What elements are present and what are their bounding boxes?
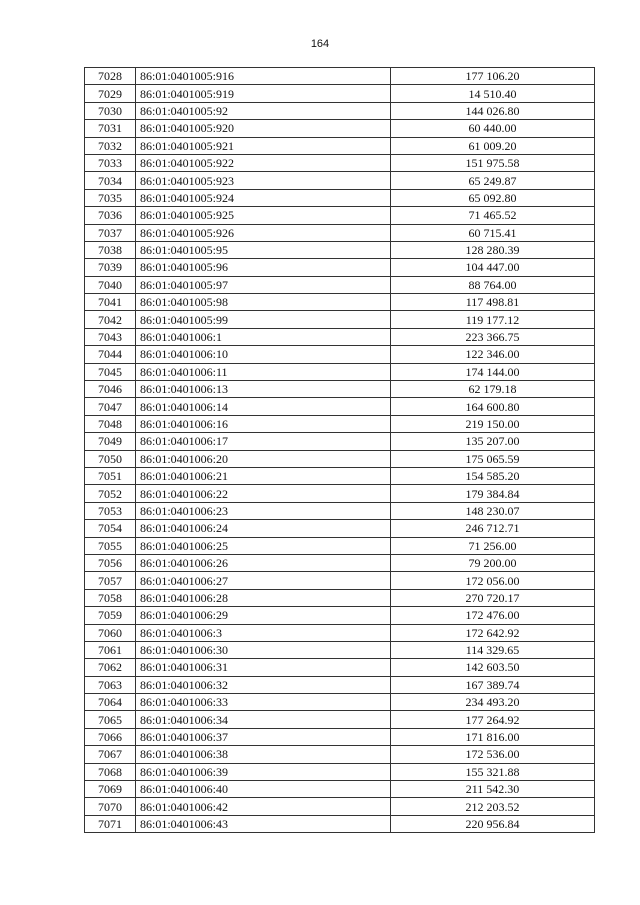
page-number: 164: [310, 38, 330, 50]
row-number-cell: 7065: [85, 711, 136, 728]
cadastral-number-cell: 86:01:0401005:923: [136, 172, 391, 189]
table-row: [85, 502, 595, 519]
cadastral-number-cell: 86:01:0401006:40: [136, 781, 391, 798]
row-number-cell: 7050: [85, 450, 136, 467]
row-number-cell: 7055: [85, 537, 136, 554]
cadastral-number-cell: 86:01:0401006:34: [136, 711, 391, 728]
table-row: [85, 676, 595, 693]
cadastral-number-cell: 86:01:0401005:99: [136, 311, 391, 328]
table-row: [85, 450, 595, 467]
row-number-cell: 7032: [85, 137, 136, 154]
row-number-cell: 7071: [85, 815, 136, 832]
table-row: [85, 172, 595, 189]
table-row: [85, 815, 595, 832]
cadastral-value-cell: 177 106.20: [391, 68, 595, 85]
cadastral-value-cell: 172 642.92: [391, 624, 595, 641]
cadastral-value-cell: 220 956.84: [391, 815, 595, 832]
cadastral-value-cell: 122 346.00: [391, 346, 595, 363]
table-row: [85, 415, 595, 432]
row-number-cell: 7049: [85, 433, 136, 450]
row-number-cell: 7035: [85, 189, 136, 206]
row-number-cell: 7048: [85, 415, 136, 432]
cadastral-number-cell: 86:01:0401006:27: [136, 572, 391, 589]
table-row: [85, 294, 595, 311]
row-number-cell: 7030: [85, 102, 136, 119]
cadastral-value-cell: 177 264.92: [391, 711, 595, 728]
row-number-cell: 7060: [85, 624, 136, 641]
table-row: [85, 85, 595, 102]
table-row: [85, 328, 595, 345]
cadastral-number-cell: 86:01:0401006:43: [136, 815, 391, 832]
table-row: [85, 398, 595, 415]
row-number-cell: 7057: [85, 572, 136, 589]
cadastral-value-cell: 135 207.00: [391, 433, 595, 450]
cadastral-value-cell: 154 585.20: [391, 467, 595, 484]
cadastral-value-cell: 104 447.00: [391, 259, 595, 276]
cadastral-number-cell: 86:01:0401005:98: [136, 294, 391, 311]
cadastral-number-cell: 86:01:0401006:28: [136, 589, 391, 606]
table-row: [85, 433, 595, 450]
table-row: [85, 363, 595, 380]
row-number-cell: 7045: [85, 363, 136, 380]
table-row: [85, 120, 595, 137]
cadastral-value-cell: 174 144.00: [391, 363, 595, 380]
cadastral-value-cell: 164 600.80: [391, 398, 595, 415]
table-row: [85, 589, 595, 606]
table-row: [85, 781, 595, 798]
cadastral-number-cell: 86:01:0401005:924: [136, 189, 391, 206]
row-number-cell: 7047: [85, 398, 136, 415]
table-row: [85, 711, 595, 728]
cadastral-value-cell: 61 009.20: [391, 137, 595, 154]
cadastral-number-cell: 86:01:0401006:23: [136, 502, 391, 519]
row-number-cell: 7033: [85, 154, 136, 171]
cadastral-number-cell: 86:01:0401005:925: [136, 207, 391, 224]
row-number-cell: 7052: [85, 485, 136, 502]
row-number-cell: 7029: [85, 85, 136, 102]
cadastral-value-cell: 270 720.17: [391, 589, 595, 606]
row-number-cell: 7037: [85, 224, 136, 241]
cadastral-number-cell: 86:01:0401006:30: [136, 641, 391, 658]
cadastral-number-cell: 86:01:0401005:920: [136, 120, 391, 137]
cadastral-value-cell: 60 715.41: [391, 224, 595, 241]
row-number-cell: 7034: [85, 172, 136, 189]
row-number-cell: 7053: [85, 502, 136, 519]
cadastral-value-cell: 119 177.12: [391, 311, 595, 328]
cadastral-value-cell: 79 200.00: [391, 554, 595, 571]
row-number-cell: 7062: [85, 659, 136, 676]
cadastral-value-cell: 172 536.00: [391, 746, 595, 763]
cadastral-number-cell: 86:01:0401005:95: [136, 241, 391, 258]
cadastral-number-cell: 86:01:0401006:1: [136, 328, 391, 345]
cadastral-value-cell: 175 065.59: [391, 450, 595, 467]
cadastral-number-cell: 86:01:0401006:25: [136, 537, 391, 554]
row-number-cell: 7063: [85, 676, 136, 693]
table-row: [85, 659, 595, 676]
row-number-cell: 7067: [85, 746, 136, 763]
table-row: [85, 572, 595, 589]
cadastral-value-cell: 179 384.84: [391, 485, 595, 502]
table-row: [85, 189, 595, 206]
table-row: [85, 763, 595, 780]
row-number-cell: 7061: [85, 641, 136, 658]
cadastral-number-cell: 86:01:0401006:38: [136, 746, 391, 763]
table-row: [85, 68, 595, 85]
cadastral-value-table: [84, 67, 595, 833]
table-row: [85, 520, 595, 537]
cadastral-value-cell: 172 476.00: [391, 607, 595, 624]
cadastral-number-cell: 86:01:0401005:92: [136, 102, 391, 119]
table-body: [85, 68, 595, 833]
cadastral-number-cell: 86:01:0401006:14: [136, 398, 391, 415]
cadastral-number-cell: 86:01:0401006:33: [136, 694, 391, 711]
cadastral-value-cell: 65 092.80: [391, 189, 595, 206]
table-row: [85, 311, 595, 328]
cadastral-number-cell: 86:01:0401005:916: [136, 68, 391, 85]
table-row: [85, 798, 595, 815]
table-row: [85, 207, 595, 224]
cadastral-value-cell: 246 712.71: [391, 520, 595, 537]
cadastral-number-cell: 86:01:0401005:921: [136, 137, 391, 154]
cadastral-number-cell: 86:01:0401006:29: [136, 607, 391, 624]
cadastral-value-cell: 211 542.30: [391, 781, 595, 798]
cadastral-number-cell: 86:01:0401006:21: [136, 467, 391, 484]
table-row: [85, 224, 595, 241]
row-number-cell: 7054: [85, 520, 136, 537]
table-row: [85, 276, 595, 293]
table-row: [85, 137, 595, 154]
cadastral-number-cell: 86:01:0401006:3: [136, 624, 391, 641]
row-number-cell: 7040: [85, 276, 136, 293]
cadastral-value-cell: 144 026.80: [391, 102, 595, 119]
row-number-cell: 7064: [85, 694, 136, 711]
cadastral-value-cell: 151 975.58: [391, 154, 595, 171]
cadastral-number-cell: 86:01:0401006:20: [136, 450, 391, 467]
cadastral-value-cell: 71 465.52: [391, 207, 595, 224]
row-number-cell: 7056: [85, 554, 136, 571]
table-row: [85, 728, 595, 745]
table-row: [85, 154, 595, 171]
cadastral-value-cell: 62 179.18: [391, 381, 595, 398]
row-number-cell: 7038: [85, 241, 136, 258]
row-number-cell: 7028: [85, 68, 136, 85]
table-row: [85, 537, 595, 554]
cadastral-value-cell: 223 366.75: [391, 328, 595, 345]
cadastral-number-cell: 86:01:0401006:13: [136, 381, 391, 398]
row-number-cell: 7042: [85, 311, 136, 328]
cadastral-number-cell: 86:01:0401006:11: [136, 363, 391, 380]
table-row: [85, 259, 595, 276]
cadastral-value-cell: 14 510.40: [391, 85, 595, 102]
table-row: [85, 346, 595, 363]
cadastral-number-cell: 86:01:0401006:26: [136, 554, 391, 571]
row-number-cell: 7041: [85, 294, 136, 311]
cadastral-value-cell: 71 256.00: [391, 537, 595, 554]
row-number-cell: 7046: [85, 381, 136, 398]
cadastral-number-cell: 86:01:0401006:24: [136, 520, 391, 537]
cadastral-number-cell: 86:01:0401005:922: [136, 154, 391, 171]
cadastral-value-cell: 128 280.39: [391, 241, 595, 258]
cadastral-number-cell: 86:01:0401006:37: [136, 728, 391, 745]
cadastral-number-cell: 86:01:0401005:919: [136, 85, 391, 102]
table-row: [85, 241, 595, 258]
cadastral-number-cell: 86:01:0401006:17: [136, 433, 391, 450]
cadastral-number-cell: 86:01:0401006:32: [136, 676, 391, 693]
row-number-cell: 7036: [85, 207, 136, 224]
table-row: [85, 485, 595, 502]
cadastral-value-cell: 148 230.07: [391, 502, 595, 519]
table-row: [85, 694, 595, 711]
cadastral-number-cell: 86:01:0401005:926: [136, 224, 391, 241]
table-row: [85, 381, 595, 398]
row-number-cell: 7059: [85, 607, 136, 624]
row-number-cell: 7039: [85, 259, 136, 276]
table-row: [85, 746, 595, 763]
table-row: [85, 607, 595, 624]
row-number-cell: 7058: [85, 589, 136, 606]
table-row: [85, 467, 595, 484]
row-number-cell: 7044: [85, 346, 136, 363]
cadastral-value-cell: 60 440.00: [391, 120, 595, 137]
cadastral-number-cell: 86:01:0401006:10: [136, 346, 391, 363]
table-row: [85, 641, 595, 658]
cadastral-number-cell: 86:01:0401006:42: [136, 798, 391, 815]
cadastral-number-cell: 86:01:0401005:96: [136, 259, 391, 276]
cadastral-number-cell: 86:01:0401005:97: [136, 276, 391, 293]
row-number-cell: 7066: [85, 728, 136, 745]
cadastral-value-cell: 142 603.50: [391, 659, 595, 676]
row-number-cell: 7069: [85, 781, 136, 798]
cadastral-value-cell: 172 056.00: [391, 572, 595, 589]
cadastral-number-cell: 86:01:0401006:16: [136, 415, 391, 432]
table-row: [85, 624, 595, 641]
table-row: [85, 554, 595, 571]
row-number-cell: 7051: [85, 467, 136, 484]
cadastral-number-cell: 86:01:0401006:31: [136, 659, 391, 676]
cadastral-value-cell: 171 816.00: [391, 728, 595, 745]
row-number-cell: 7070: [85, 798, 136, 815]
cadastral-number-cell: 86:01:0401006:39: [136, 763, 391, 780]
table-row: [85, 102, 595, 119]
cadastral-value-cell: 117 498.81: [391, 294, 595, 311]
cadastral-value-cell: 114 329.65: [391, 641, 595, 658]
cadastral-value-cell: 167 389.74: [391, 676, 595, 693]
cadastral-number-cell: 86:01:0401006:22: [136, 485, 391, 502]
row-number-cell: 7068: [85, 763, 136, 780]
row-number-cell: 7043: [85, 328, 136, 345]
cadastral-value-cell: 212 203.52: [391, 798, 595, 815]
row-number-cell: 7031: [85, 120, 136, 137]
cadastral-value-cell: 234 493.20: [391, 694, 595, 711]
cadastral-value-cell: 155 321.88: [391, 763, 595, 780]
cadastral-value-cell: 65 249.87: [391, 172, 595, 189]
cadastral-value-cell: 219 150.00: [391, 415, 595, 432]
cadastral-value-cell: 88 764.00: [391, 276, 595, 293]
